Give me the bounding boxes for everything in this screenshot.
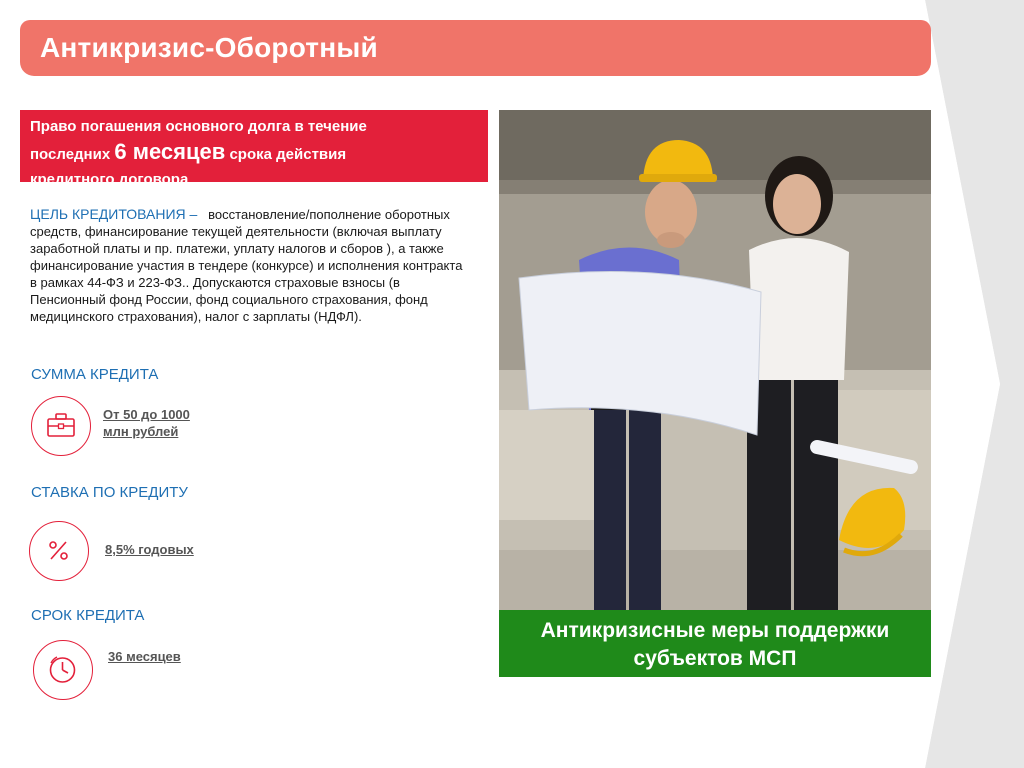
highlight-line-3: кредитного договора — [30, 171, 189, 188]
grace-period-highlight — [20, 110, 488, 188]
highlight-line-2-pre: последних — [30, 146, 115, 163]
highlight-line-1: Право погашения основного долга в течение — [30, 118, 367, 135]
amount-heading: СУММА КРЕДИТА — [31, 366, 159, 383]
amount-line-2: млн рублей — [103, 424, 179, 439]
term-heading: СРОК КРЕДИТА — [31, 607, 145, 624]
engineers-photo — [499, 110, 931, 610]
amount-line-1: От 50 до 1000 — [103, 407, 190, 422]
clock-icon — [33, 640, 93, 700]
credit-goal — [30, 206, 470, 325]
rate-value: 8,5% годовых — [105, 542, 194, 557]
briefcase-icon — [31, 396, 91, 456]
highlight-line-2-post: срока действия — [225, 146, 347, 163]
percent-icon — [29, 521, 89, 581]
caption-line-2: субъектов МСП — [633, 647, 797, 670]
highlight-line-2 — [30, 139, 478, 167]
caption-line-1: Антикризисные меры поддержки — [540, 619, 890, 642]
rate-heading: СТАВКА ПО КРЕДИТУ — [31, 484, 188, 501]
highlight-months: 6 месяцев — [114, 139, 226, 164]
amount-value — [103, 406, 190, 440]
goal-label: ЦЕЛЬ КРЕДИТОВАНИЯ – — [30, 206, 198, 222]
term-value: 36 месяцев — [108, 649, 181, 664]
goal-text: восстановление/пополнение оборотных средств, финансирование текущей деятельности (включая выплату заработной платы и пр. платежи, уплату налогов и сборов ), а также финансирование участия в тендере (конкурсе) и исполнения контракта в рамках 44-ФЗ и 223-ФЗ.. Допускаются страховые взносы (в Пенсионный фонд России, фонд социального страхования, фонд медицинского страхования), налог с зарплаты (НДФЛ). — [30, 207, 463, 324]
title-banner — [20, 20, 931, 76]
page-title: Антикризис-Оборотный — [40, 32, 378, 63]
caption-banner — [499, 610, 931, 677]
